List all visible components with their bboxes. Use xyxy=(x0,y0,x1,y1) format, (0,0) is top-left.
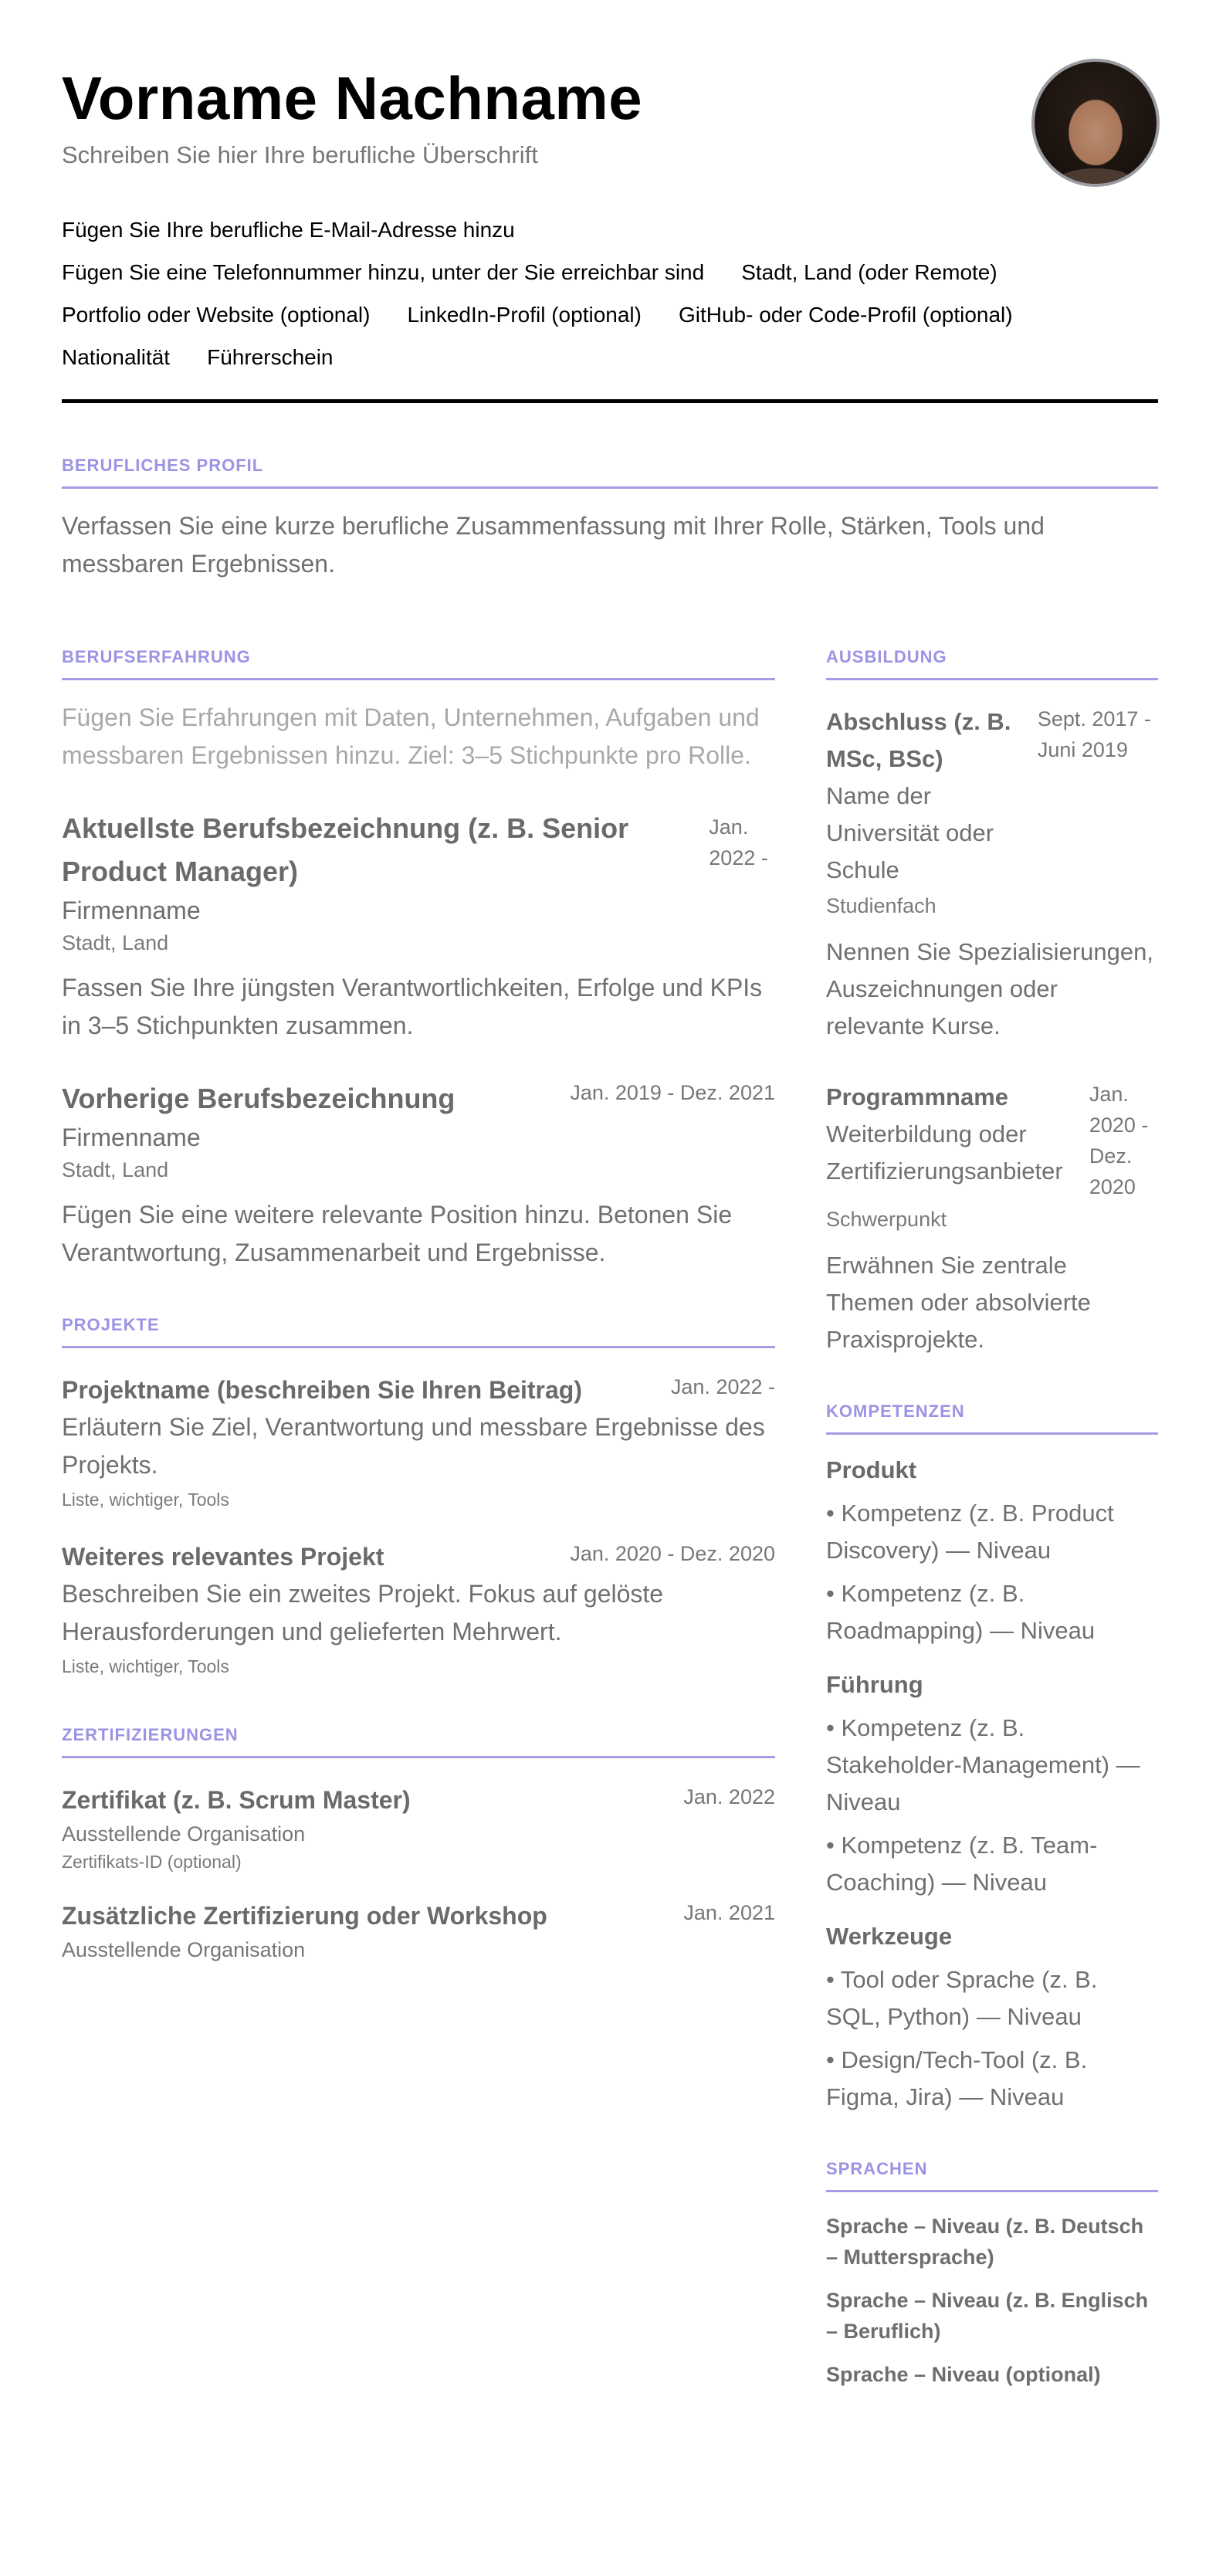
section-heading: BERUFSERFAHRUNG xyxy=(62,647,775,680)
project-tags: Liste, wichtiger, Tools xyxy=(62,1490,229,1510)
skill-item: • Design/Tech-Tool (z. B. Figma, Jira) — Niveau xyxy=(826,2046,1088,2110)
profile-text: Verfassen Sie eine kurze berufliche Zusammenfassung mit Ihrer Rolle, Stärken, Tools und messbaren Ergebnissen. xyxy=(62,512,1045,578)
job-title: Vorherige Berufsbezeichnung xyxy=(62,1083,456,1114)
job-date: Jan. 2019 - Dez. 2021 xyxy=(570,1081,775,1104)
certification-title: Zertifikat (z. B. Scrum Master) xyxy=(62,1786,411,1814)
section-heading: PROJEKTE xyxy=(62,1315,775,1348)
headline: Schreiben Sie hier Ihre berufliche Überschrift xyxy=(62,141,538,168)
education-description: Erwähnen Sie zentrale Themen oder absolvierte Praxisprojekte. xyxy=(826,1252,1091,1353)
candidate-name: Vorname Nachname xyxy=(62,64,643,132)
project-date: Jan. 2020 - Dez. 2020 xyxy=(570,1542,775,1565)
company: Firmenname xyxy=(62,897,201,924)
job-description: Fassen Sie Ihre jüngsten Verantwortlichkeiten, Erfolge und KPIs in 3–5 Stichpunkten zusammen. xyxy=(62,974,763,1039)
project-description: Beschreiben Sie ein zweites Projekt. Fokus auf gelöste Herausforderungen und gelieferten Mehrwert. xyxy=(62,1580,664,1646)
education-entry xyxy=(826,703,1158,1045)
job-location: Stadt, Land xyxy=(62,1158,169,1181)
certifications-section xyxy=(62,1725,775,1965)
project-title: Projektname (beschreiben Sie Ihren Beitrag) xyxy=(62,1376,582,1404)
issuing-organization: Ausstellende Organisation xyxy=(62,1938,306,1961)
email[interactable]: Fügen Sie Ihre berufliche E-Mail-Adresse hinzu xyxy=(62,217,515,242)
portfolio-link[interactable]: Portfolio oder Website (optional) xyxy=(62,302,371,327)
certification-date: Jan. 2021 xyxy=(683,1901,775,1924)
certification-id: Zertifikats-ID (optional) xyxy=(62,1852,242,1872)
profile-section xyxy=(62,456,1158,583)
project-description: Erläutern Sie Ziel, Verantwortung und messbare Ergebnisse des Projekts. xyxy=(62,1413,765,1479)
skill-group-title: Produkt xyxy=(826,1456,917,1483)
experience-section xyxy=(62,647,775,1272)
header-divider xyxy=(62,399,1158,403)
section-heading: BERUFLICHES PROFIL xyxy=(62,456,1158,489)
project-entry xyxy=(62,1371,775,1515)
certification-entry xyxy=(62,1781,775,1874)
skill-item: • Tool oder Sprache (z. B. SQL, Python) — Niveau xyxy=(826,1966,1098,2030)
project-tags: Liste, wichtiger, Tools xyxy=(62,1656,229,1676)
github-link[interactable]: GitHub- oder Code-Profil (optional) xyxy=(678,302,1013,327)
job-entry xyxy=(62,807,775,1045)
certification-date: Jan. 2022 xyxy=(683,1785,775,1808)
job-location: Stadt, Land xyxy=(62,931,169,954)
job-description: Fügen Sie eine weitere relevante Position hinzu. Betonen Sie Verantwortung, Zusammenarbeit und Ergebnisse. xyxy=(62,1201,733,1266)
language-item: Sprache – Niveau (z. B. Englisch – Beruflich) xyxy=(826,2289,1149,2343)
skill-item: • Kompetenz (z. B. Product Discovery) — Niveau xyxy=(826,1500,1114,1564)
education-section xyxy=(826,647,1158,1358)
projects-section xyxy=(62,1315,775,1682)
job-date: Jan. 2022 - xyxy=(709,815,768,869)
drivers-license: Führerschein xyxy=(207,344,334,369)
section-heading: ZERTIFIZIERUNGEN xyxy=(62,1725,775,1758)
job-title: Aktuellste Berufsbezeichnung (z. B. Senior Product Manager) xyxy=(62,812,629,887)
skill-item: • Kompetenz (z. B. Team-Coaching) — Niveau xyxy=(826,1832,1098,1896)
education-date: Jan. 2020 - Dez. 2020 xyxy=(1089,1083,1149,1198)
linkedin-link[interactable]: LinkedIn-Profil (optional) xyxy=(407,302,642,327)
project-date: Jan. 2022 - xyxy=(670,1375,775,1398)
section-heading: SPRACHEN xyxy=(826,2159,1158,2192)
certification-entry xyxy=(62,1897,775,1965)
program-title: Programmname xyxy=(826,1083,1009,1110)
issuing-organization: Ausstellende Organisation xyxy=(62,1822,306,1846)
provider-name: Weiterbildung oder Zertifizierungsanbieter xyxy=(826,1120,1063,1185)
field-of-study: Studienfach xyxy=(826,894,936,917)
languages-section xyxy=(826,2159,1158,2390)
language-item: Sprache – Niveau (optional) xyxy=(826,2363,1101,2386)
skill-group-title: Führung xyxy=(826,1671,923,1698)
skill-item: • Kompetenz (z. B. Stakeholder-Management) — Niveau xyxy=(826,1714,1140,1815)
section-heading: AUSBILDUNG xyxy=(826,647,1158,680)
certification-title: Zusätzliche Zertifizierung oder Workshop xyxy=(62,1902,547,1930)
focus: Schwerpunkt xyxy=(826,1208,947,1231)
education-entry xyxy=(826,1079,1158,1358)
phone[interactable]: Fügen Sie eine Telefonnummer hinzu, unter der Sie erreichbar sind xyxy=(62,259,705,284)
company: Firmenname xyxy=(62,1124,201,1151)
education-date: Sept. 2017 - Juni 2019 xyxy=(1037,707,1151,761)
school-name: Name der Universität oder Schule xyxy=(826,782,994,883)
contact-info xyxy=(62,208,1158,378)
degree-title: Abschluss (z. B. MSc, BSc) xyxy=(826,708,1011,772)
project-entry xyxy=(62,1538,775,1682)
project-title: Weiteres relevantes Projekt xyxy=(62,1543,384,1571)
job-entry xyxy=(62,1077,775,1272)
language-item: Sprache – Niveau (z. B. Deutsch – Muttersprache) xyxy=(826,2215,1144,2269)
experience-hint: Fügen Sie Erfahrungen mit Daten, Unternehmen, Aufgaben und messbaren Ergebnissen hinzu. Ziel: 3–5 Stichpunkte pro Rolle. xyxy=(62,703,760,769)
section-heading: KOMPETENZEN xyxy=(826,1402,1158,1435)
nationality: Nationalität xyxy=(62,344,171,369)
education-description: Nennen Sie Spezialisierungen, Auszeichnungen oder relevante Kurse. xyxy=(826,938,1153,1039)
skills-section xyxy=(826,1402,1158,2116)
location: Stadt, Land (oder Remote) xyxy=(741,259,997,284)
skill-group-title: Werkzeuge xyxy=(826,1923,953,1950)
skill-item: • Kompetenz (z. B. Roadmapping) — Niveau xyxy=(826,1580,1096,1644)
avatar xyxy=(1031,59,1160,187)
